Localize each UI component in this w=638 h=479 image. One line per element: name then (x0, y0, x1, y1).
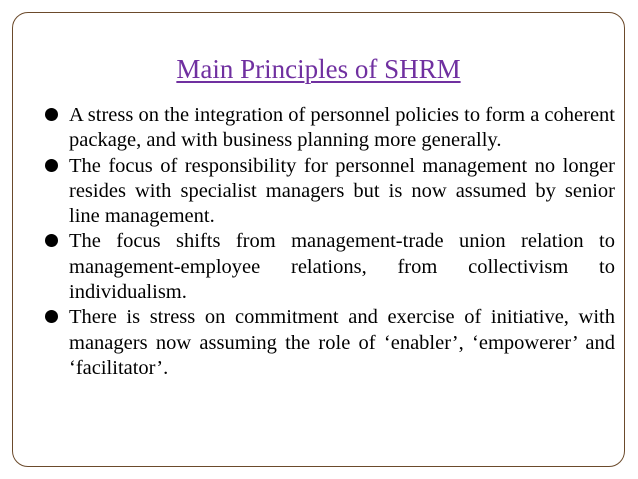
bullet-text: A stress on the integration of personnel policies to form a coherent package, and with business planning more generally. (69, 104, 615, 152)
slide-frame (12, 12, 625, 467)
bullet-item (69, 154, 615, 230)
bullet-item (69, 305, 615, 381)
bullet-text: The focus of responsibility for personnel management no longer resides with specialist managers but is now assumed by senior line management. (69, 154, 615, 228)
bullet-dot-icon (45, 234, 58, 247)
bullet-list (69, 103, 615, 381)
slide-title: Main Principles of SHRM (176, 54, 461, 84)
bullet-text: The focus shifts from management-trade union relation to management-employee relations, from collectivism to individualism. (69, 230, 615, 304)
bullet-dot-icon (45, 310, 58, 323)
bullet-item (69, 103, 615, 154)
bullet-item (69, 229, 615, 305)
bullet-dot-icon (45, 108, 58, 121)
bullet-dot-icon (45, 159, 58, 172)
bullet-text: There is stress on commitment and exercise of initiative, with managers now assuming the role of ‘enabler’, ‘empowerer’ and ‘facilitator’. (69, 306, 615, 379)
